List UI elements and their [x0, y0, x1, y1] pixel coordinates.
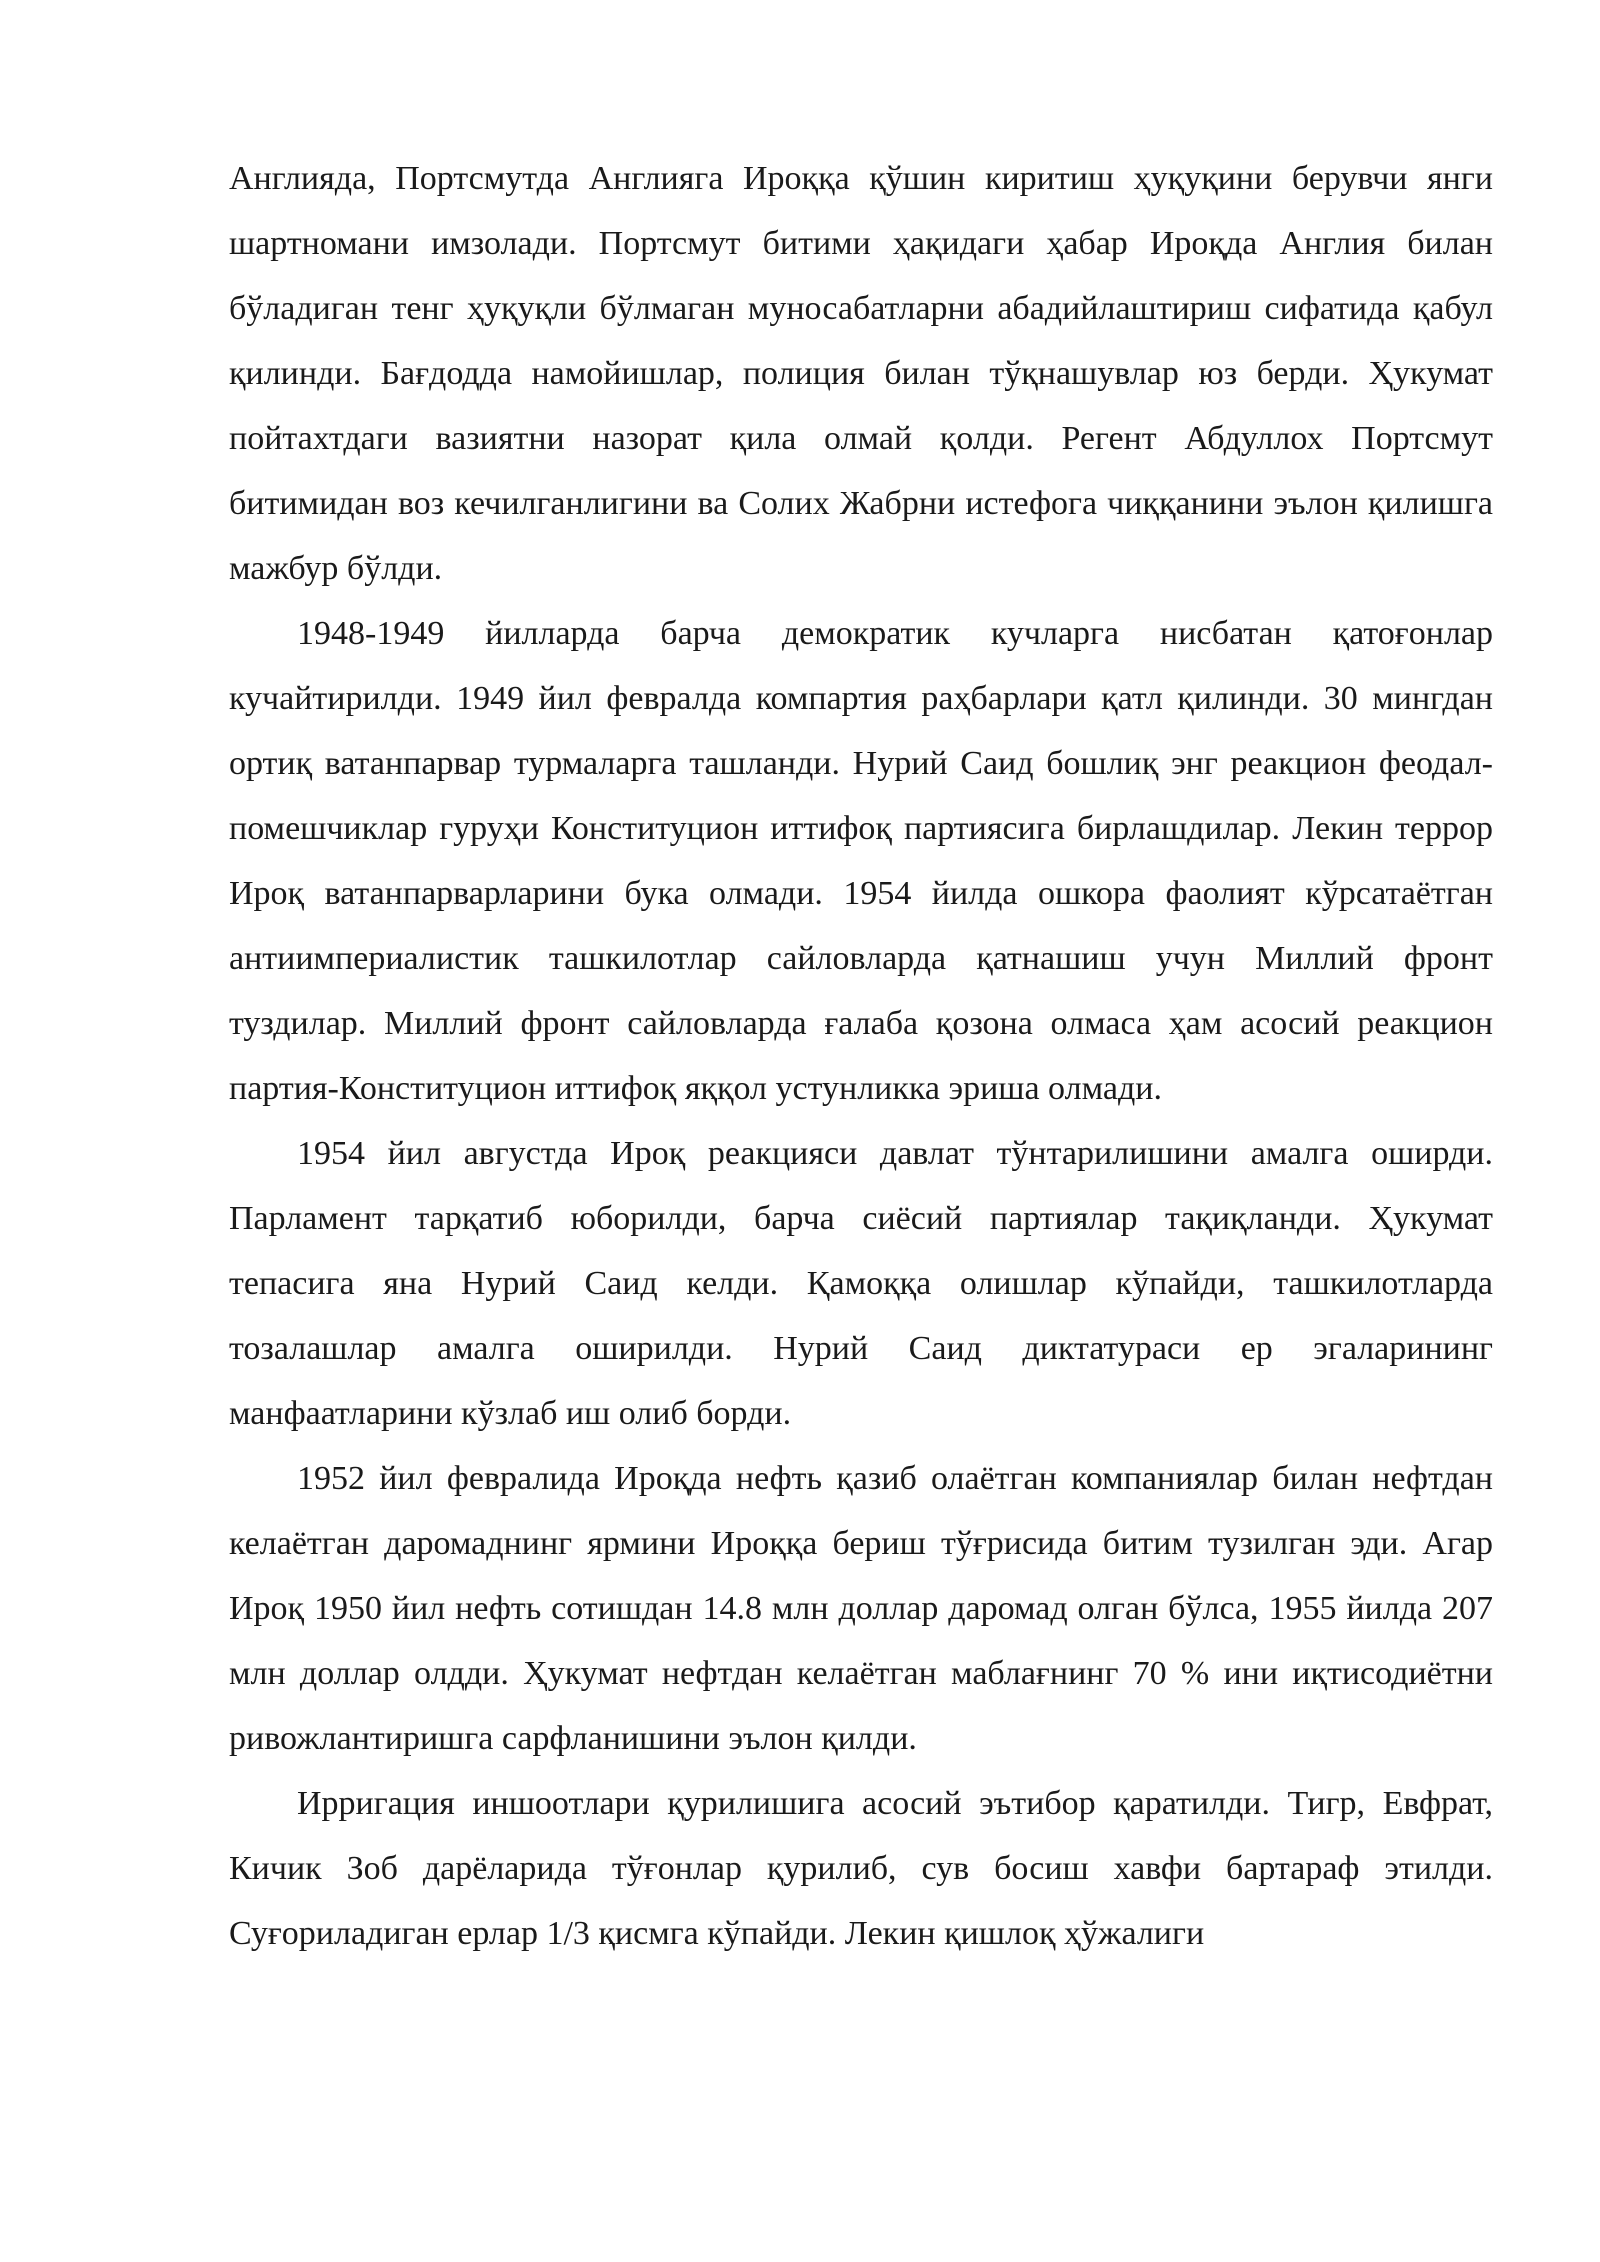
document-body — [229, 146, 1493, 1966]
paragraph-4: 1952 йил февралида Ироқда нефть қазиб олаётган компаниялар билан нефтдан келаётган даромаднинг ярмини Ироққа бериш тўғрисида битим тузилган эди. Агар Ироқ 1950 йил нефть сотишдан 14.8 млн доллар даромад олган бўлса, 1955 йилда 207 млн доллар олдди. Ҳукумат нефтдан келаётган маблағнинг 70 % ини иқтисодиётни ривожлантиришга сарфланишини эълон қилди. — [229, 1460, 1493, 1757]
paragraph-3: 1954 йил августда Ироқ реакцияси давлат тўнтарилишини амалга оширди. Парламент тарқатиб юборилди, барча сиёсий партиялар тақиқланди. Ҳукумат тепасига яна Нурий Саид келди. Қамоққа олишлар кўпайди, ташкилотларда тозалашлар амалга оширилди. Нурий Саид диктатураси ер эгаларининг манфаатларини кўзлаб иш олиб борди. — [229, 1135, 1493, 1432]
paragraph-1: Англияда, Портсмутда Англияга Ироққа қўшин киритиш ҳуқуқини берувчи янги шартномани имзолади. Портсмут битими ҳақидаги ҳабар Ироқда Англия билан бўладиган тенг ҳуқуқли бўлмаган муносабатларни абадийлаштириш сифатида қабул қилинди. Бағдодда намойишлар, полиция билан тўқнашувлар юз берди. Ҳукумат пойтахтдаги вазиятни назорат қила олмай қолди. Регент Абдуллох Портсмут битимидан воз кечилганлигини ва Солих Жабрни истефога чиққанини эълон қилишга мажбур бўлди. — [229, 160, 1493, 587]
paragraph-5: Ирригация иншоотлари қурилишига асосий эътибор қаратилди. Тигр, Евфрат, Кичик Зоб дарёларида тўғонлар қурилиб, сув босиш хавфи бартараф этилди. Суғориладиган ерлар 1/3 қисмга кўпайди. Лекин қишлоқ ҳўжалиги — [229, 1785, 1493, 1952]
paragraph-2: 1948-1949 йилларда барча демократик кучларга нисбатан қатоғонлар кучайтирилди. 1949 йил февралда компартия раҳбарлари қатл қилинди. 30 мингдан ортиқ ватанпарвар турмаларга ташланди. Нурий Саид бошлиқ энг реакцион феодал-помешчиклар гуруҳи Конституцион иттифоқ партиясига бирлашдилар. Лекин террор Ироқ ватанпарварларини бука олмади. 1954 йилда ошкора фаолият кўрсатаётган антиимпериалистик ташкилотлар сайловларда қатнашиш учун Миллий фронт туздилар. Миллий фронт сайловларда ғалаба қозона олмаса ҳам асосий реакцион партия-Конституцион иттифоқ яққол устунликка эриша олмади. — [229, 615, 1493, 1107]
